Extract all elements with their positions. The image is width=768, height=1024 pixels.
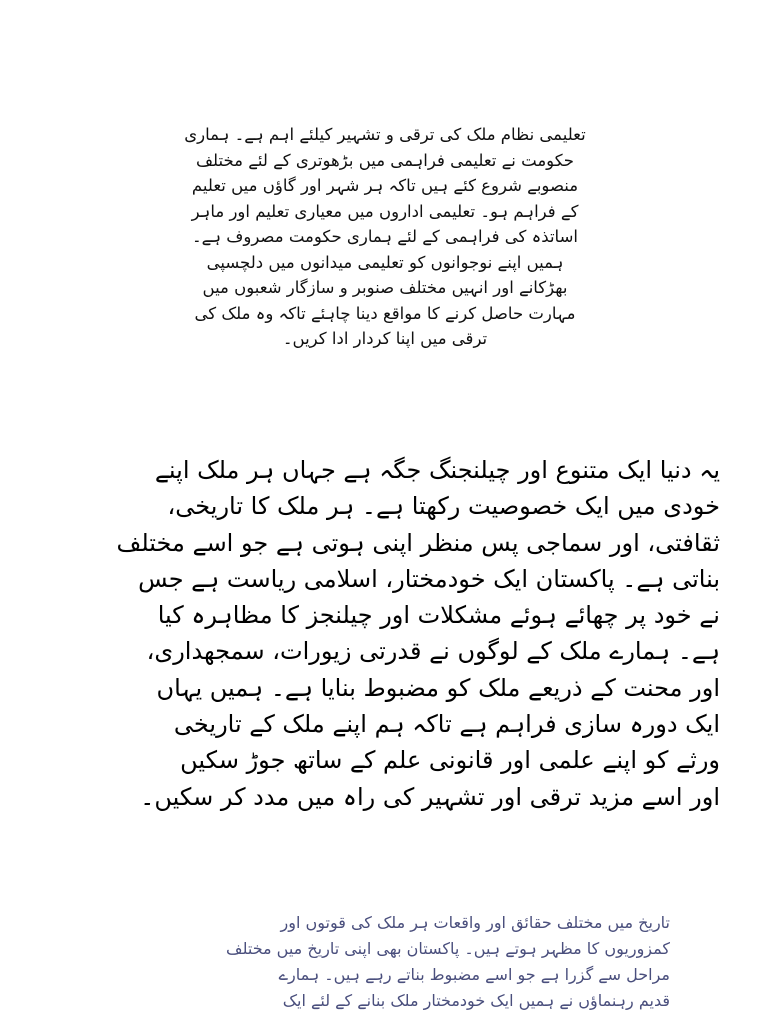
text-line: ایک دورہ سازی فراہم ہے تاکہ ہم اپنے ملک کے تاریخی xyxy=(173,710,720,739)
text-line: ورثے کو اپنے علمی اور قانونی علم کے ساتھ جوڑ سکیں xyxy=(180,746,720,775)
text-line: قدیم رہنماؤں نے ہمیں ایک خودمختار ملک بنانے کے لئے ایک xyxy=(282,991,670,1010)
text-line: کمزوریوں کا مظہر ہوتے ہیں۔ پاکستان بھی اپنی تاریخ میں مختلف xyxy=(226,939,670,958)
text-line: یہ دنیا ایک متنوع اور چیلنجنگ جگہ ہے جہاں ہر ملک اپنے xyxy=(154,456,720,484)
text-line: خودی میں ایک خصوصیت رکھتا ہے۔ ہر ملک کا تاریخی، xyxy=(167,492,720,521)
text-line: نے خود پر چھائے ہوئے مشکلات اور چیلنجز کا مظاہرہ کیا xyxy=(157,601,720,630)
text-line: تاریخ میں مختلف حقائق اور واقعات ہر ملک کی قوتوں اور xyxy=(280,913,670,932)
text-line: اور اسے مزید ترقی اور تشہیر کی راہ میں مدد کر سکیں۔ xyxy=(140,782,720,811)
text-line: ہمیں اپنے نوجوانوں کو تعلیمی میدانوں میں دلچسپی xyxy=(206,252,564,272)
text-line: ہے۔ ہمارے ملک کے لوگوں نے قدرتی زیورات، سمجھداری، xyxy=(146,637,720,666)
text-line: منصوبے شروع کئے ہیں تاکہ ہر شہر اور گاؤں میں تعلیم xyxy=(191,176,579,195)
text-line: بناتی ہے۔ پاکستان ایک خودمختار، اسلامی ریاست ہے جس xyxy=(138,564,720,593)
paragraph-history xyxy=(80,910,670,1014)
text-line: مہارت حاصل کرنے کا مواقع دینا چاہئے تاکہ وہ ملک کی xyxy=(194,303,576,323)
text-line: حکومت نے تعلیمی فراہمی میں بڑھوتری کے لئے مختلف xyxy=(195,150,575,170)
text-line: ثقافتی، اور سماجی پس منظر اپنی ہوتی ہے جو اسے مختلف xyxy=(116,528,720,557)
text-line: اور محنت کے ذریعے ملک کو مضبوط بنایا ہے۔ ہمیں یہاں xyxy=(156,673,720,702)
paragraph-education xyxy=(95,122,675,352)
text-line: تعلیمی نظام ملک کی ترقی و تشہیر کیلئے اہم ہے۔ ہماری xyxy=(184,125,586,144)
text-line: بھڑکانے اور انہیں مختلف صنوبر و سازگار شعبوں میں xyxy=(202,278,568,297)
text-line: ترقی میں اپنا کردار ادا کریں۔ xyxy=(282,329,488,348)
paragraph-pakistan xyxy=(50,452,720,815)
text-line: کے فراہم ہو۔ تعلیمی اداروں میں معیاری تعلیم اور ماہر xyxy=(191,201,579,221)
text-line: اساتذہ کی فراہمی کے لئے ہماری حکومت مصروف ہے۔ xyxy=(192,227,578,246)
text-line: مراحل سے گزرا ہے جو اسے مضبوط بناتے رہے ہیں۔ ہمارے xyxy=(278,965,670,984)
